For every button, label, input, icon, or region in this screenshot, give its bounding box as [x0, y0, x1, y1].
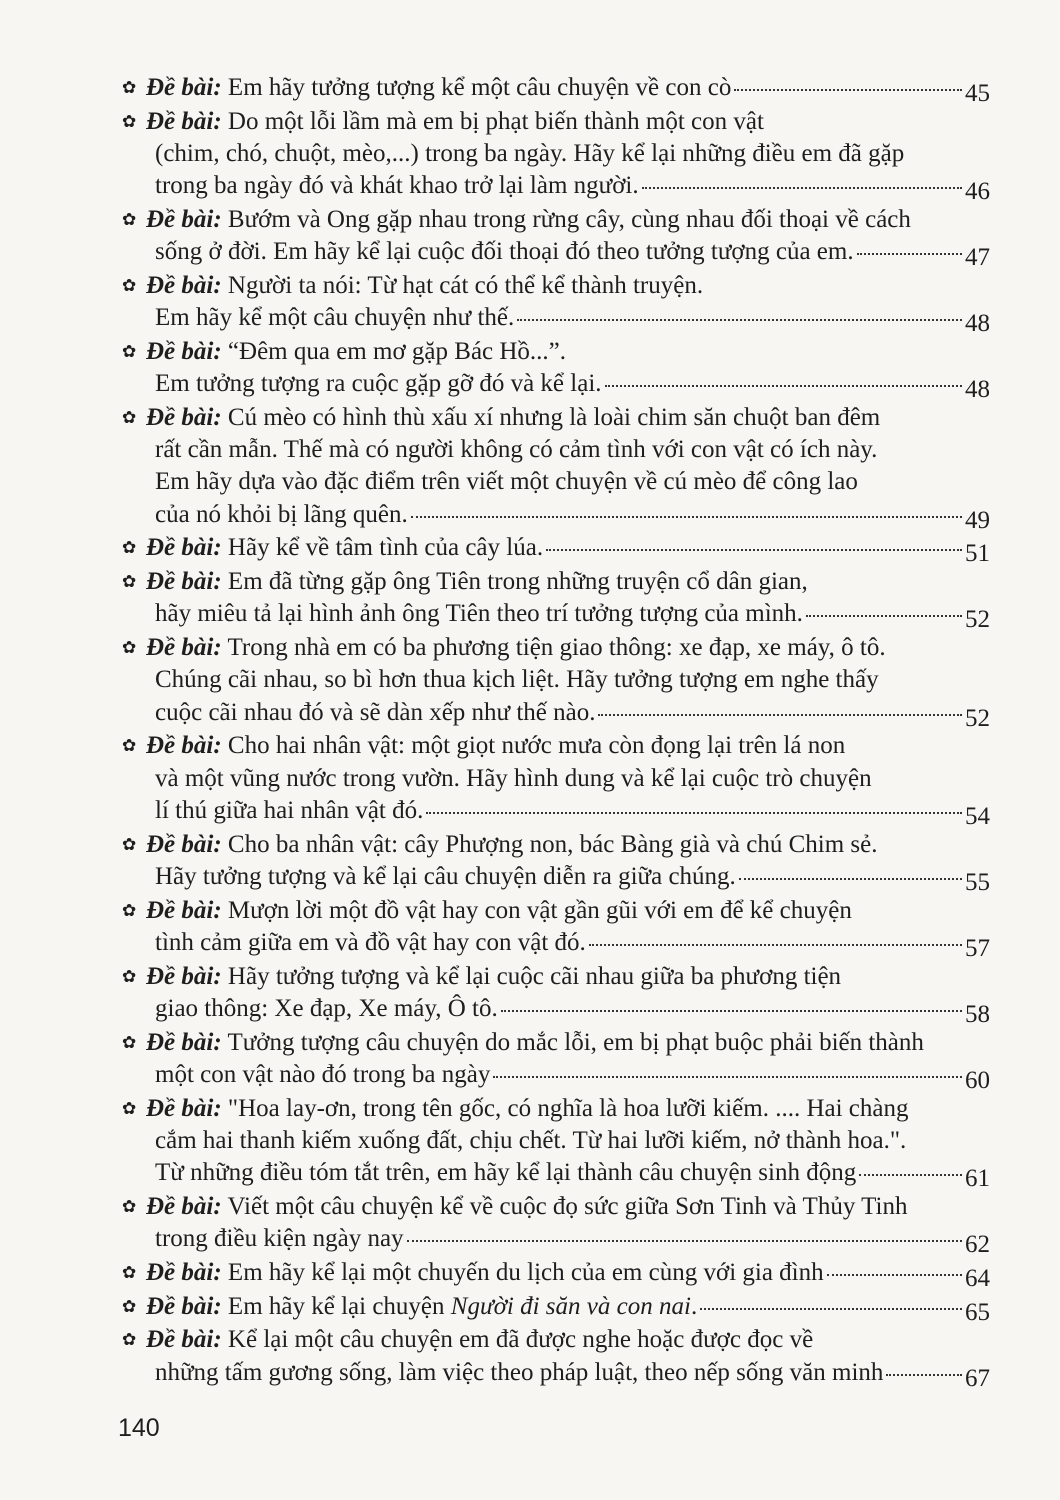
entry-line — [146, 1027, 990, 1059]
page-ref: 48 — [965, 376, 990, 404]
entry-line — [146, 1093, 990, 1125]
entry-last-line — [146, 302, 990, 338]
entry-text: cắm hai thanh kiếm xuống đất, chịu chết. Từ hai lưỡi kiếm, nở thành hoa.". — [155, 1126, 907, 1154]
flower-bullet-icon: ✿ — [122, 1098, 137, 1119]
dot-leader — [739, 878, 962, 880]
page-ref: 55 — [965, 868, 990, 896]
entry-last-line — [146, 697, 990, 732]
entry-text: Đề bài: Cú mèo có hình thù xấu xí nhưng là loài chim săn chuột ban đêm — [146, 404, 881, 431]
entry-line — [146, 106, 990, 138]
entry-text: Đề bài: Kể lại một câu chuyện em đã được nghe hoặc được đọc về — [146, 1326, 814, 1354]
entry-text: Đề bài: Do một lỗi lầm mà em bị phạt biến thành một con vật — [146, 107, 764, 135]
toc-entry — [122, 1027, 990, 1094]
dot-leader — [857, 253, 962, 255]
entry-last-line — [146, 598, 990, 634]
entry-text: lí thú giữa hai nhân vật đó. — [155, 796, 424, 824]
entry-label: Đề bài: — [146, 1192, 222, 1220]
entry-text: của nó khỏi bị lãng quên. — [155, 500, 408, 528]
toc-entry — [122, 730, 990, 830]
dot-leader — [598, 714, 962, 716]
dot-leader — [517, 319, 962, 321]
flower-bullet-icon: ✿ — [122, 1262, 137, 1283]
toc-entry — [122, 895, 990, 962]
entry-text: (chim, chó, chuột, mèo,...) trong ba ngày. Hãy kể lại những điều em đã gặp — [155, 140, 905, 167]
entry-last-line — [146, 236, 990, 272]
entry-text: Đề bài: Người ta nói: Từ hạt cát có thể kể thành truyện. — [146, 272, 704, 299]
entry-last-line — [146, 795, 990, 830]
entry-text: Em hãy dựa vào đặc điểm trên viết một chuyện về cú mèo để công lao — [155, 468, 858, 496]
entry-line — [146, 632, 990, 664]
dot-leader — [859, 1174, 962, 1176]
entry-line — [146, 1191, 990, 1223]
dot-leader — [734, 89, 962, 91]
toc-entry — [122, 961, 990, 1028]
entry-text: sống ở đời. Em hãy kể lại cuộc đối thoại đó theo tưởng tượng của em. — [155, 238, 854, 266]
entry-text: Em tưởng tượng ra cuộc gặp gỡ đó và kể lại. — [155, 370, 602, 398]
entry-line — [146, 434, 990, 466]
toc-entry — [122, 1257, 990, 1292]
flower-bullet-icon: ✿ — [122, 78, 137, 98]
flower-bullet-icon: ✿ — [122, 1196, 137, 1217]
entry-label: Đề bài: — [146, 74, 222, 101]
dot-leader — [806, 615, 962, 617]
entry-text: một con vật nào đó trong ba ngày — [155, 1060, 491, 1088]
entry-label: Đề bài: — [146, 896, 222, 924]
entry-label: Đề bài: — [146, 1326, 222, 1354]
toc-entry — [122, 829, 990, 896]
flower-bullet-icon: ✿ — [122, 900, 137, 921]
entry-last-line — [146, 1257, 990, 1292]
entry-line — [146, 270, 990, 302]
entry-last-line — [146, 1157, 990, 1193]
entry-last-line — [146, 1357, 990, 1392]
entry-text: Hãy tưởng tượng và kể lại câu chuyện diễn ra giữa chúng. — [155, 862, 736, 890]
toc-entry — [122, 204, 990, 272]
flower-bullet-icon: ✿ — [122, 1032, 137, 1053]
entry-last-line — [146, 1223, 990, 1259]
entry-label: Đề bài: — [146, 732, 222, 760]
dot-leader — [546, 549, 962, 551]
flower-bullet-icon: ✿ — [122, 638, 137, 659]
entry-last-line — [146, 1059, 990, 1094]
entry-line — [146, 664, 990, 696]
entry-line — [146, 402, 990, 434]
entry-text: rất cần mẫn. Thế mà có người không có cảm tình với con vật có ích này. — [155, 436, 878, 464]
entry-text: tình cảm giữa em và đồ vật hay con vật đó. — [155, 928, 586, 956]
flower-bullet-icon: ✿ — [122, 1296, 137, 1317]
entry-text: Đề bài: Trong nhà em có ba phương tiện giao thông: xe đạp, xe máy, ô tô. — [146, 634, 886, 662]
page-ref: 52 — [965, 606, 990, 634]
entry-label: Đề bài: — [146, 1094, 222, 1122]
entry-label: Đề bài: — [146, 634, 222, 662]
entry-text: Đề bài: Hãy tưởng tượng và kể lại cuộc cãi nhau giữa ba phương tiện — [146, 962, 842, 990]
entry-label: Đề bài: — [146, 404, 222, 431]
page-ref: 58 — [965, 1000, 990, 1028]
dot-leader — [426, 812, 962, 814]
page-ref: 51 — [965, 540, 990, 568]
flower-bullet-icon: ✿ — [122, 342, 137, 362]
entry-text: Đề bài: Em đã từng gặp ông Tiên trong những truyện cổ dân gian, — [146, 568, 808, 596]
entry-text: Đề bài: Viết một câu chuyện kể về cuộc đọ sức giữa Sơn Tinh và Thủy Tinh — [146, 1192, 908, 1220]
entry-label: Đề bài: — [146, 107, 222, 135]
flower-bullet-icon: ✿ — [122, 408, 137, 428]
entry-line — [146, 466, 990, 498]
entry-text: giao thông: Xe đạp, Xe máy, Ô tô. — [155, 994, 498, 1022]
page-ref: 46 — [965, 178, 990, 206]
entry-line — [146, 730, 990, 762]
dot-leader — [827, 1274, 962, 1276]
entry-text: hãy miêu tả lại hình ảnh ông Tiên theo trí tưởng tượng của mình. — [155, 600, 803, 628]
entry-text: Đề bài: Tưởng tượng câu chuyện do mắc lỗi, em bị phạt buộc phải biến thành — [146, 1028, 924, 1056]
flower-bullet-icon: ✿ — [122, 736, 137, 757]
entry-text: Đề bài: "Hoa lay-ơn, trong tên gốc, có nghĩa là hoa lưỡi kiếm. .... Hai chàng — [146, 1094, 909, 1122]
entry-label: Đề bài: — [146, 338, 222, 365]
page-ref: 65 — [965, 1298, 990, 1326]
toc-entry — [122, 532, 990, 568]
page-ref: 47 — [965, 244, 990, 272]
entry-label: Đề bài: — [146, 830, 222, 858]
toc-entry — [122, 72, 990, 107]
entry-text: Đề bài: Em hãy kể lại chuyện Người đi săn và con nai. — [146, 1292, 698, 1320]
toc-entry — [122, 1291, 990, 1326]
entry-line — [146, 829, 990, 861]
entry-label: Đề bài: — [146, 206, 222, 233]
page-ref: 62 — [965, 1231, 990, 1259]
dot-leader — [501, 1010, 962, 1012]
toc-entry — [122, 270, 990, 338]
page-ref: 54 — [965, 802, 990, 830]
entry-last-line — [146, 993, 990, 1028]
dot-leader — [886, 1374, 962, 1376]
entry-last-line — [146, 1291, 990, 1326]
entry-label: Đề bài: — [146, 568, 222, 596]
entry-label: Đề bài: — [146, 1028, 222, 1056]
dot-leader — [642, 187, 962, 189]
entry-label: Đề bài: — [146, 534, 222, 562]
entry-text: Đề bài: Cho ba nhân vật: cây Phượng non, bác Bàng già và chú Chim sẻ. — [146, 830, 878, 858]
entry-line — [146, 961, 990, 993]
flower-bullet-icon: ✿ — [122, 834, 137, 855]
dot-leader — [407, 1240, 962, 1242]
flower-bullet-icon: ✿ — [122, 210, 137, 230]
page-ref: 49 — [965, 506, 990, 534]
toc-entry — [122, 402, 990, 534]
page-ref: 45 — [965, 80, 990, 107]
page-ref: 61 — [965, 1165, 990, 1193]
entry-text: Chúng cãi nhau, so bì hơn thua kịch liệt. Hãy tưởng tượng em nghe thấy — [155, 666, 879, 694]
flower-bullet-icon: ✿ — [122, 111, 137, 132]
entry-line — [146, 1125, 990, 1157]
entry-line — [146, 138, 990, 170]
entry-text: cuộc cãi nhau đó và sẽ dàn xếp như thế nào. — [155, 698, 596, 726]
entry-text: Đề bài: Em hãy tưởng tượng kể một câu chuyện về con cò — [146, 74, 732, 101]
entry-text: và một vũng nước trong vườn. Hãy hình dung và kể lại cuộc trò chuyện — [155, 764, 872, 792]
entry-text: Từ những điều tóm tắt trên, em hãy kể lại thành câu chuyện sinh động — [155, 1159, 857, 1187]
entry-label: Đề bài: — [146, 272, 222, 299]
entry-line — [146, 763, 990, 795]
page-ref: 60 — [965, 1066, 990, 1094]
entry-line — [146, 895, 990, 927]
page-ref: 52 — [965, 704, 990, 732]
story-title: Người đi săn và con nai — [450, 1292, 691, 1320]
page-ref: 64 — [965, 1264, 990, 1292]
entry-text: Đề bài: “Đêm qua em mơ gặp Bác Hồ...”. — [146, 338, 567, 365]
page-ref: 57 — [965, 934, 990, 962]
entry-last-line — [146, 927, 990, 962]
toc-entry — [122, 1324, 990, 1392]
entry-line — [146, 204, 990, 236]
entry-text: những tấm gương sống, làm việc theo pháp luật, theo nếp sống văn minh — [155, 1358, 884, 1386]
entry-last-line — [146, 368, 990, 404]
flower-bullet-icon: ✿ — [122, 276, 137, 296]
entry-last-line — [146, 532, 990, 568]
entry-text: Đề bài: Em hãy kể lại một chuyến du lịch của em cùng với gia đình — [146, 1258, 824, 1286]
entry-text: Em hãy kể một câu chuyện như thế. — [155, 304, 515, 332]
entry-label: Đề bài: — [146, 1292, 222, 1320]
dot-leader — [411, 516, 962, 518]
dot-leader — [589, 944, 962, 946]
dot-leader — [605, 385, 962, 387]
dot-leader — [700, 1308, 962, 1310]
entry-text: Đề bài: Hãy kể về tâm tình của cây lúa. — [146, 534, 544, 562]
entry-label: Đề bài: — [146, 1258, 222, 1286]
entry-text: trong điều kiện ngày nay — [155, 1225, 404, 1253]
entry-last-line — [146, 170, 990, 206]
entry-last-line — [146, 72, 990, 107]
page-number: 140 — [118, 1414, 160, 1442]
entry-label: Đề bài: — [146, 962, 222, 990]
entry-text: Đề bài: Cho hai nhân vật: một giọt nước mưa còn đọng lại trên lá non — [146, 732, 846, 760]
toc-entry — [122, 106, 990, 206]
toc-entry — [122, 566, 990, 634]
entry-line — [146, 1324, 990, 1356]
flower-bullet-icon: ✿ — [122, 538, 137, 559]
entry-last-line — [146, 861, 990, 896]
flower-bullet-icon: ✿ — [122, 1330, 137, 1351]
table-of-contents — [122, 72, 990, 1390]
toc-entry — [122, 1191, 990, 1259]
entry-line — [146, 336, 990, 368]
flower-bullet-icon: ✿ — [122, 966, 137, 987]
entry-last-line — [146, 499, 990, 534]
entry-line — [146, 566, 990, 598]
toc-entry — [122, 632, 990, 732]
page-ref: 67 — [965, 1364, 990, 1392]
toc-entry — [122, 336, 990, 404]
dot-leader — [493, 1076, 962, 1078]
flower-bullet-icon: ✿ — [122, 572, 137, 593]
entry-text: trong ba ngày đó và khát khao trở lại làm người. — [155, 172, 639, 200]
page-ref: 48 — [965, 310, 990, 338]
entry-text: Đề bài: Bướm và Ong gặp nhau trong rừng cây, cùng nhau đối thoại về cách — [146, 206, 911, 233]
entry-text: Đề bài: Mượn lời một đồ vật hay con vật gần gũi với em để kể chuyện — [146, 896, 852, 924]
toc-entry — [122, 1093, 990, 1193]
